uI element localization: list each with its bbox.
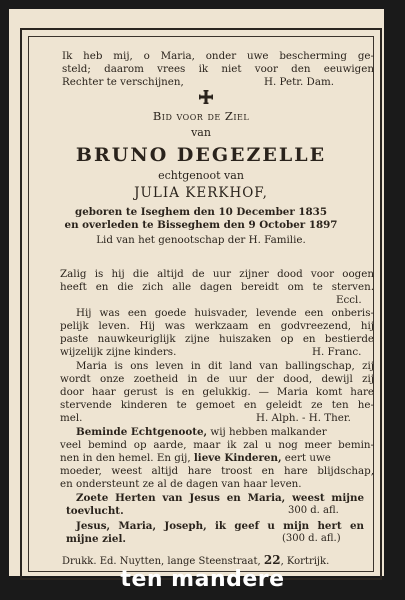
para-line: wijzelijk zijne kinders.: [60, 346, 177, 358]
death-line: en overleden te Bisseghem den 9 October 1897: [64, 219, 338, 231]
membership-line: Lid van het genootschap der H. Familie.: [96, 234, 306, 246]
para-line: Hij was een goede huisvader, levende een onberis-: [76, 307, 374, 319]
deceased-name: BRUNO DEGEZELLE: [75, 144, 327, 166]
address-spouse: Beminde Echtgenoote,: [76, 426, 208, 438]
prayer-line: Jesus, Maria, Joseph, ik geef u mijn hert en: [76, 520, 364, 532]
para-line: stervende kinderen te gemoet en geleidt ze ten he-: [60, 399, 374, 411]
para-line: mel.: [60, 412, 83, 424]
printer-city: , Kortrijk.: [280, 556, 330, 567]
para-line: paste nauwkeuriglijk zijne huiszaken op en bestierde: [60, 333, 374, 345]
cross-icon: [198, 89, 214, 105]
street-number: 22: [263, 553, 281, 567]
poem-line: steld; daarom vrees ik niet voor den eeuwigen: [62, 63, 374, 75]
poem-line: Ik heb mij, o Maria, onder uwe bescherming ge-: [62, 50, 374, 62]
para-line: door haar gerust is en gelukkig. — Maria komt hare: [60, 386, 374, 398]
para-text: nen in den hemel. En gij,: [60, 452, 194, 464]
indulgence: (300 d. afl.): [282, 533, 341, 544]
van-label: van: [191, 126, 211, 139]
printer-line: [62, 553, 329, 567]
para-source: H. Franc.: [312, 346, 362, 358]
para-line: en ondersteunt ze al de dagen van haar leven.: [60, 478, 302, 490]
para-text: wij hebben malkander: [207, 426, 327, 438]
para-line: [60, 452, 374, 464]
spouse-of-label: echtgenoot van: [158, 169, 244, 182]
prayer-line: Zoete Herten van Jesus en Maria, weest mijne: [76, 492, 364, 504]
para-line: moeder, weest altijd hare troost en hare blijdschap,: [60, 465, 374, 477]
para-line: Maria is ons leven in dit land van ballingschap, zij: [76, 360, 374, 372]
indulgence: 300 d. afl.: [288, 505, 339, 516]
para-text: eert uwe: [281, 452, 331, 464]
address-children: lieve Kinderen,: [193, 452, 282, 464]
printer-name: Drukk. Ed. Nuytten, lange Steenstraat,: [62, 556, 261, 567]
para-line: veel bemind op aarde, maar ik zal u nog meer bemin-: [60, 439, 374, 451]
poem-author: H. Petr. Dam.: [264, 76, 334, 88]
prayer-line: toevlucht.: [66, 505, 124, 517]
para-line: wordt onze zoetheid in de uur der dood, dewijl zij: [60, 373, 374, 385]
prayer-line: mijne ziel.: [66, 533, 126, 545]
quote-line: heeft en die zich alle dagen bereidt om te sterven.: [60, 281, 374, 293]
para-source: H. Alph. - H. Ther.: [256, 412, 351, 424]
quote-source: Eccl.: [336, 294, 362, 306]
para-line: [76, 426, 374, 438]
watermark: ten mandere: [120, 567, 285, 592]
birth-line: geboren te Iseghem den 10 December 1835: [75, 206, 327, 218]
para-line: pelijk leven. Hij was werkzaam en godvreezend, hij: [60, 320, 374, 332]
spouse-name: JULIA KERKHOF,: [134, 185, 268, 201]
poem-line: Rechter te verschijnen,: [62, 76, 184, 88]
quote-line: Zalig is hij die altijd de uur zijner dood voor oogen: [60, 268, 374, 280]
pray-heading: Bid voor de Ziel: [152, 109, 250, 123]
